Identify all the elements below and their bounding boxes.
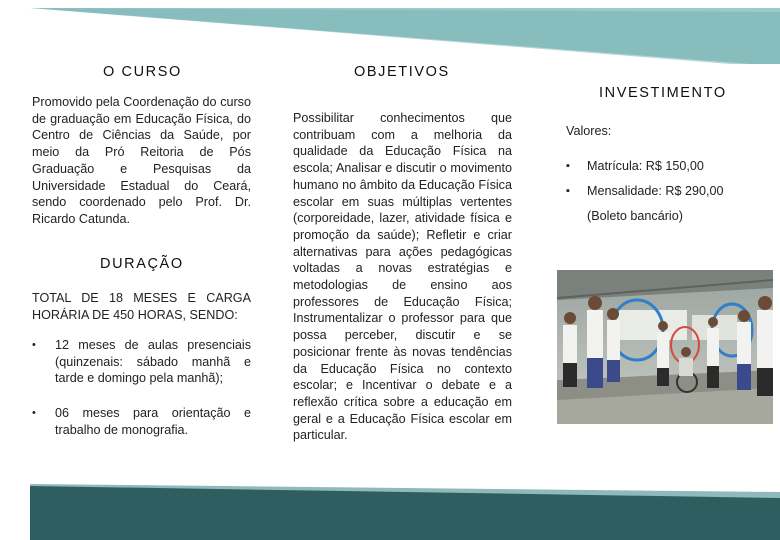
matricula-value: Matrícula: R$ 150,00 xyxy=(587,159,704,173)
curso-paragraph: Promovido pela Coordenação do curso de graduação em Educação Física, do Centro de Ciências da Saúde, por meio da Pró Reitoria de Pós Graduação e Pesquisas da Universidade Estadual do Ceará, sendo coordenado pelo Prof. Dr. Ricardo Catunda. xyxy=(32,95,251,226)
top-decorative-band xyxy=(30,8,780,64)
bullet-icon: • xyxy=(32,339,36,351)
square-bullet-icon: ▪ xyxy=(566,185,570,197)
bullet-icon: • xyxy=(32,407,36,419)
mensalidade-value: Mensalidade: R$ 290,00 xyxy=(587,184,724,198)
objetivos-paragraph: Possibilitar conhecimentos que contribuam com a melhoria da qualidade da Educação Física na escola; Analisar e discutir o movimento humano no âmbito da Educação Física escolar em suas múltiplas vertentes (corporeidade, lazer, atividade física e promoção da saúde); Refletir e criar alternativas para ações pedagógicas voltadas a novas estratégias e metodologias de ensino aos professores de Educação Física; Instrumentalizar o professor para que possa perceber, discutir e se posicionar frente às novas tendências da Educação Física no contexto escolar; e Incentivar o debate e a reflexão crítica sobre a educação em geral e a Educação Física escolar em particular. xyxy=(293,111,512,443)
duracao-paragraph: TOTAL DE 18 MESES E CARGA HORÁRIA DE 450 HORAS, SENDO: xyxy=(32,291,251,322)
valores-label: Valores: xyxy=(566,124,612,138)
students-gym-photo xyxy=(557,270,773,424)
duracao-heading: DURAÇÃO xyxy=(100,256,184,272)
curso-heading: O CURSO xyxy=(103,64,182,80)
objetivos-heading: OBJETIVOS xyxy=(354,64,450,80)
boleto-note: (Boleto bancário) xyxy=(587,209,683,223)
square-bullet-icon: ▪ xyxy=(566,160,570,172)
duracao-item-2: 06 meses para orientação e trabalho de monografia. xyxy=(55,406,251,437)
investimento-heading: INVESTIMENTO xyxy=(599,85,727,101)
bottom-decorative-band xyxy=(30,484,780,540)
duracao-item-1: 12 meses de aulas presenciais (quinzenais: sábado manhã e tarde e domingo pela manhã); xyxy=(55,338,251,386)
